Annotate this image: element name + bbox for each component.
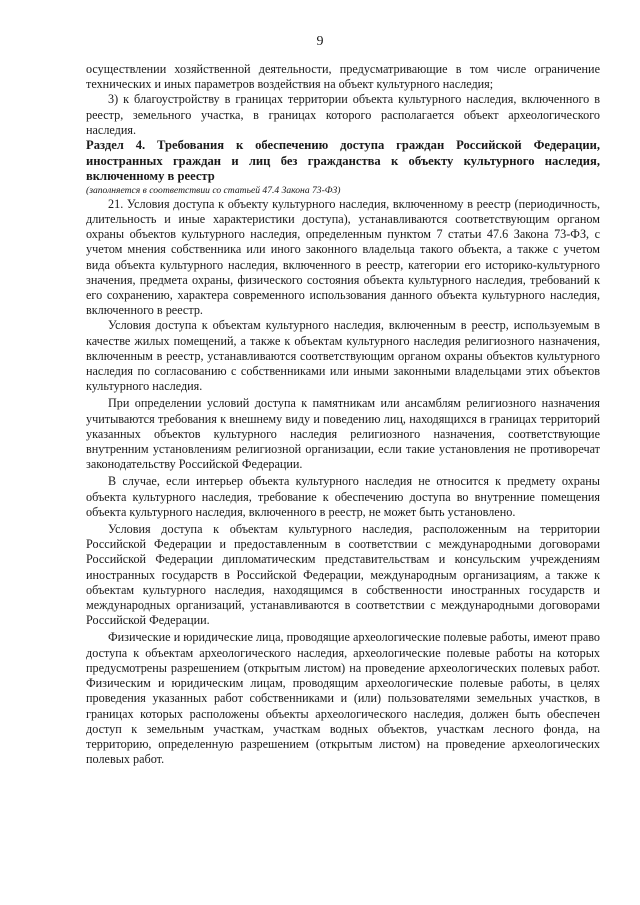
document-body xyxy=(86,62,600,767)
paragraph-interior: В случае, если интерьер объекта культурного наследия не относится к предмету охраны объекта культурного наследия, требование к обеспечению доступа во внутренние помещения объекта культурного наследия, включенного в реестр, не может быть установлено. xyxy=(86,474,600,519)
paragraph-religious-requirements: При определении условий доступа к памятникам или ансамблям религиозного назначения учитываются требования к внешнему виду и поведению лиц, находящихся в границах территорий указанных объектов культурного наследия религиозного назначения, соответствующие внутренним установлениям религиозной организации, если такие установления не противоречат законодательству Российской Федерации. xyxy=(86,396,600,472)
intro-paragraph-2: 3) к благоустройству в границах территории объекта культурного наследия, включенного в реестр, земельного участка, в границах которого располагается объект археологического наследия. xyxy=(86,92,600,137)
page-number: 9 xyxy=(316,34,324,49)
section-heading: Раздел 4. Требования к обеспечению доступа граждан Российской Федерации, иностранных граждан и лиц без гражданства к объекту культурного наследия, включенному в реестр xyxy=(86,138,600,184)
paragraph-access-residential-religious: Условия доступа к объектам культурного наследия, включенным в реестр, используемым в качестве жилых помещений, а также к объектам культурного наследия религиозного назначения, включенным в реестр, устанавливаются соответствующим органом охраны объектов культурного наследия по согласованию с собственниками или иными законными владельцами этих объектов культурного наследия. xyxy=(86,318,600,394)
paragraph-archaeological: Физические и юридические лица, проводящие археологические полевые работы, имеют право доступа к объектам археологического наследия, археологические полевые работы на которых предусмотрены разрешением (открытым листом) на проведение археологических полевых работ. Физическим и юридическим лицам, проводящим археологические полевые работы, в целях проведения указанных работ собственниками и (или) пользователями земельных участков, в границах которых расположены объекты археологического наследия, должен быть обеспечен доступ к земельным участкам, участкам водных объектов, участкам лесного фонда, на территорию, определенную разрешением (открытым листом) на проведение археологических полевых работ. xyxy=(86,630,600,767)
paragraph-diplomatic: Условия доступа к объектам культурного наследия, расположенным на территории Российской Федерации и предоставленным в соответствии с международными договорами Российской Федерации дипломатическим представительствам и консульским учреждениям иностранных государств в Российской Федерации, международным организациям, а также к объектам культурного наследия, находящимся в собственности иностранных государств и международных организаций, устанавливаются в соответствии с международными договорами Российской Федерации. xyxy=(86,522,600,628)
section-note: (заполняется в соответствии со статьей 47.4 Закона 73-ФЗ) xyxy=(86,184,341,196)
intro-paragraph-1: осуществлении хозяйственной деятельности, предусматривающие в том числе ограничение технических и иных параметров воздействия на объект культурного наследия; xyxy=(86,62,600,92)
paragraph-21: 21. Условия доступа к объекту культурного наследия, включенному в реестр (периодичность, длительность и иные характеристики доступа), устанавливаются соответствующим органом охраны объектов культурного наследия, определенным пунктом 7 статьи 47.6 Закона 73-ФЗ, с учетом мнения собственника или иного законного владельца такого объекта, а также с учетом вида объекта культурного наследия, включенного в реестр, категории его историко-культурного значения, предмета охраны, физического состояния объекта культурного наследия, требований к его сохранению, характера современного использования данного объекта культурного наследия, включенного в реестр. xyxy=(86,196,600,318)
